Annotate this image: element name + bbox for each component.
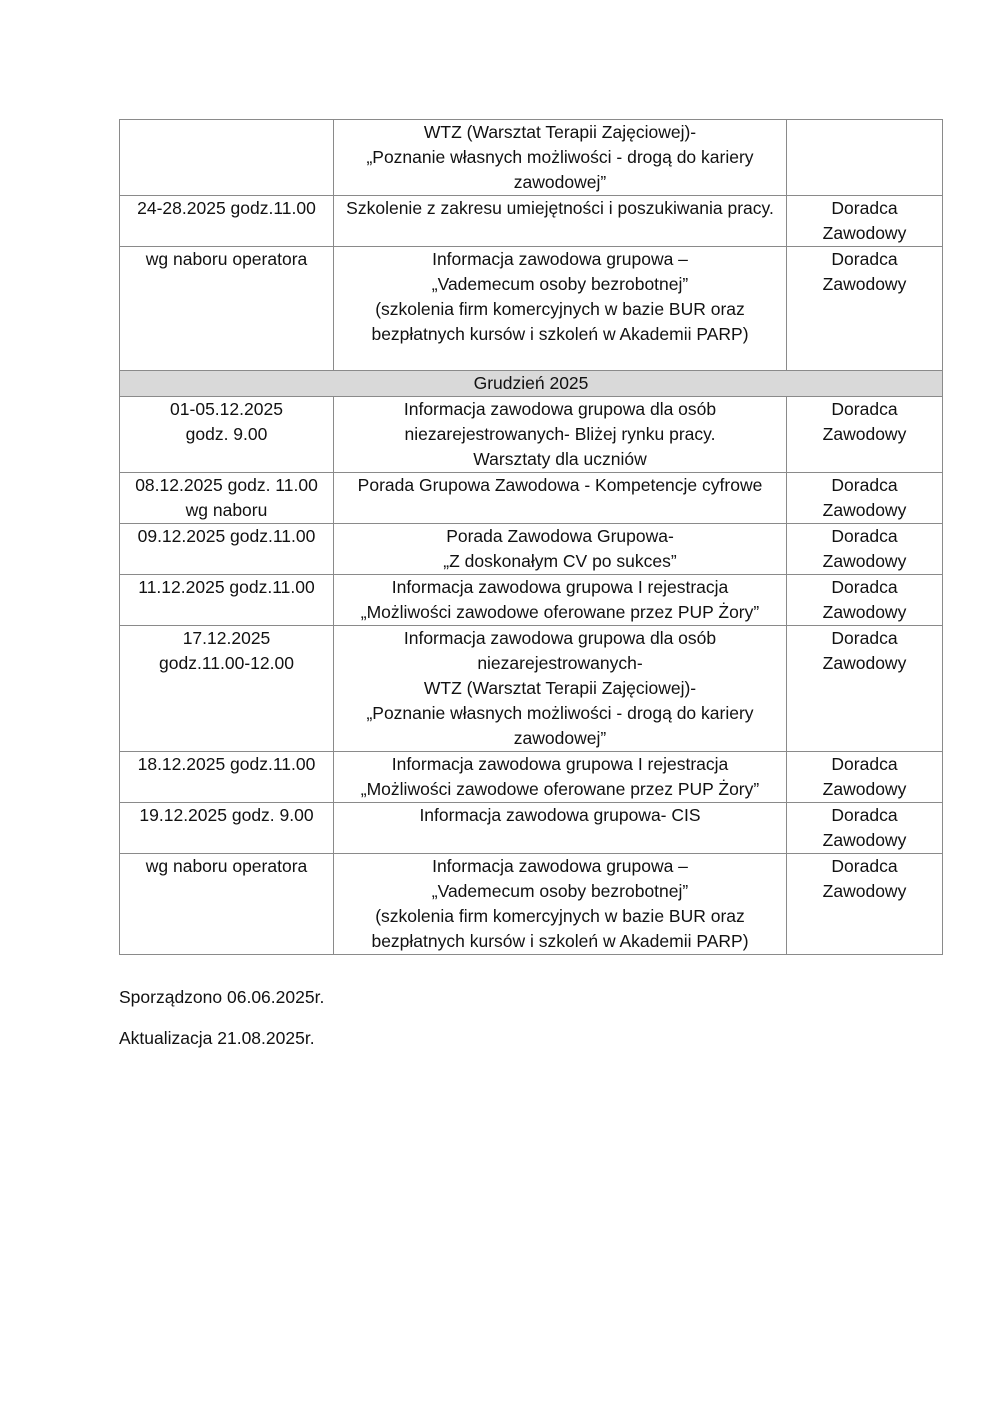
table-row [120,120,943,196]
topic-cell: Informacja zawodowa grupowa I rejestracja „Możliwości zawodowe oferowane przez PUP Żory” [334,752,787,803]
table-row [120,473,943,524]
table-row [120,752,943,803]
table-row [120,626,943,752]
month-header: Grudzień 2025 [120,371,943,397]
date-cell: 11.12.2025 godz.11.00 [120,575,334,626]
advisor-cell: Doradca Zawodowy [787,854,943,955]
date-cell: 19.12.2025 godz. 9.00 [120,803,334,854]
table-row [120,854,943,955]
table-row [120,196,943,247]
table-row [120,397,943,473]
date-cell: 24-28.2025 godz.11.00 [120,196,334,247]
topic-cell: Informacja zawodowa grupowa dla osób niezarejestrowanych- Bliżej rynku pracy. Warsztaty dla uczniów [334,397,787,473]
topic-cell: Informacja zawodowa grupowa dla osób niezarejestrowanych- WTZ (Warsztat Terapii Zajęciowej)- „Poznanie własnych możliwości - drogą do kariery zawodowej” [334,626,787,752]
topic-cell: Informacja zawodowa grupowa – „Vademecum osoby bezrobotnej” (szkolenia firm komercyjnych w bazie BUR oraz bezpłatnych kursów i szkoleń w Akademii PARP) [334,247,787,371]
topic-cell: Informacja zawodowa grupowa- CIS [334,803,787,854]
date-cell: 18.12.2025 godz.11.00 [120,752,334,803]
advisor-cell: Doradca Zawodowy [787,752,943,803]
updated-date: Aktualizacja 21.08.2025r. [119,1028,315,1048]
topic-cell: WTZ (Warsztat Terapii Zajęciowej)- „Poznanie własnych możliwości - drogą do kariery zawodowej” [334,120,787,196]
table-row [120,803,943,854]
date-cell: 08.12.2025 godz. 11.00 wg naboru [120,473,334,524]
date-cell [120,120,334,196]
advisor-cell: Doradca Zawodowy [787,524,943,575]
schedule-table [119,119,943,955]
table-row [120,575,943,626]
date-cell: 01-05.12.2025 godz. 9.00 [120,397,334,473]
advisor-cell: Doradca Zawodowy [787,247,943,371]
advisor-cell: Doradca Zawodowy [787,803,943,854]
advisor-cell: Doradca Zawodowy [787,473,943,524]
month-header-row [120,371,943,397]
advisor-cell: Doradca Zawodowy [787,626,943,752]
topic-cell: Informacja zawodowa grupowa I rejestracja „Możliwości zawodowe oferowane przez PUP Żory” [334,575,787,626]
advisor-cell: Doradca Zawodowy [787,575,943,626]
table-row [120,524,943,575]
date-cell: 17.12.2025 godz.11.00-12.00 [120,626,334,752]
topic-cell: Informacja zawodowa grupowa – „Vademecum osoby bezrobotnej” (szkolenia firm komercyjnych w bazie BUR oraz bezpłatnych kursów i szkoleń w Akademii PARP) [334,854,787,955]
table-row [120,247,943,371]
topic-cell: Szkolenie z zakresu umiejętności i poszukiwania pracy. [334,196,787,247]
date-cell: wg naboru operatora [120,854,334,955]
advisor-cell [787,120,943,196]
advisor-cell: Doradca Zawodowy [787,397,943,473]
topic-cell: Porada Zawodowa Grupowa- „Z doskonałym CV po sukces” [334,524,787,575]
date-cell: 09.12.2025 godz.11.00 [120,524,334,575]
topic-cell: Porada Grupowa Zawodowa - Kompetencje cyfrowe [334,473,787,524]
date-cell: wg naboru operatora [120,247,334,371]
advisor-cell: Doradca Zawodowy [787,196,943,247]
prepared-date: Sporządzono 06.06.2025r. [119,987,325,1007]
